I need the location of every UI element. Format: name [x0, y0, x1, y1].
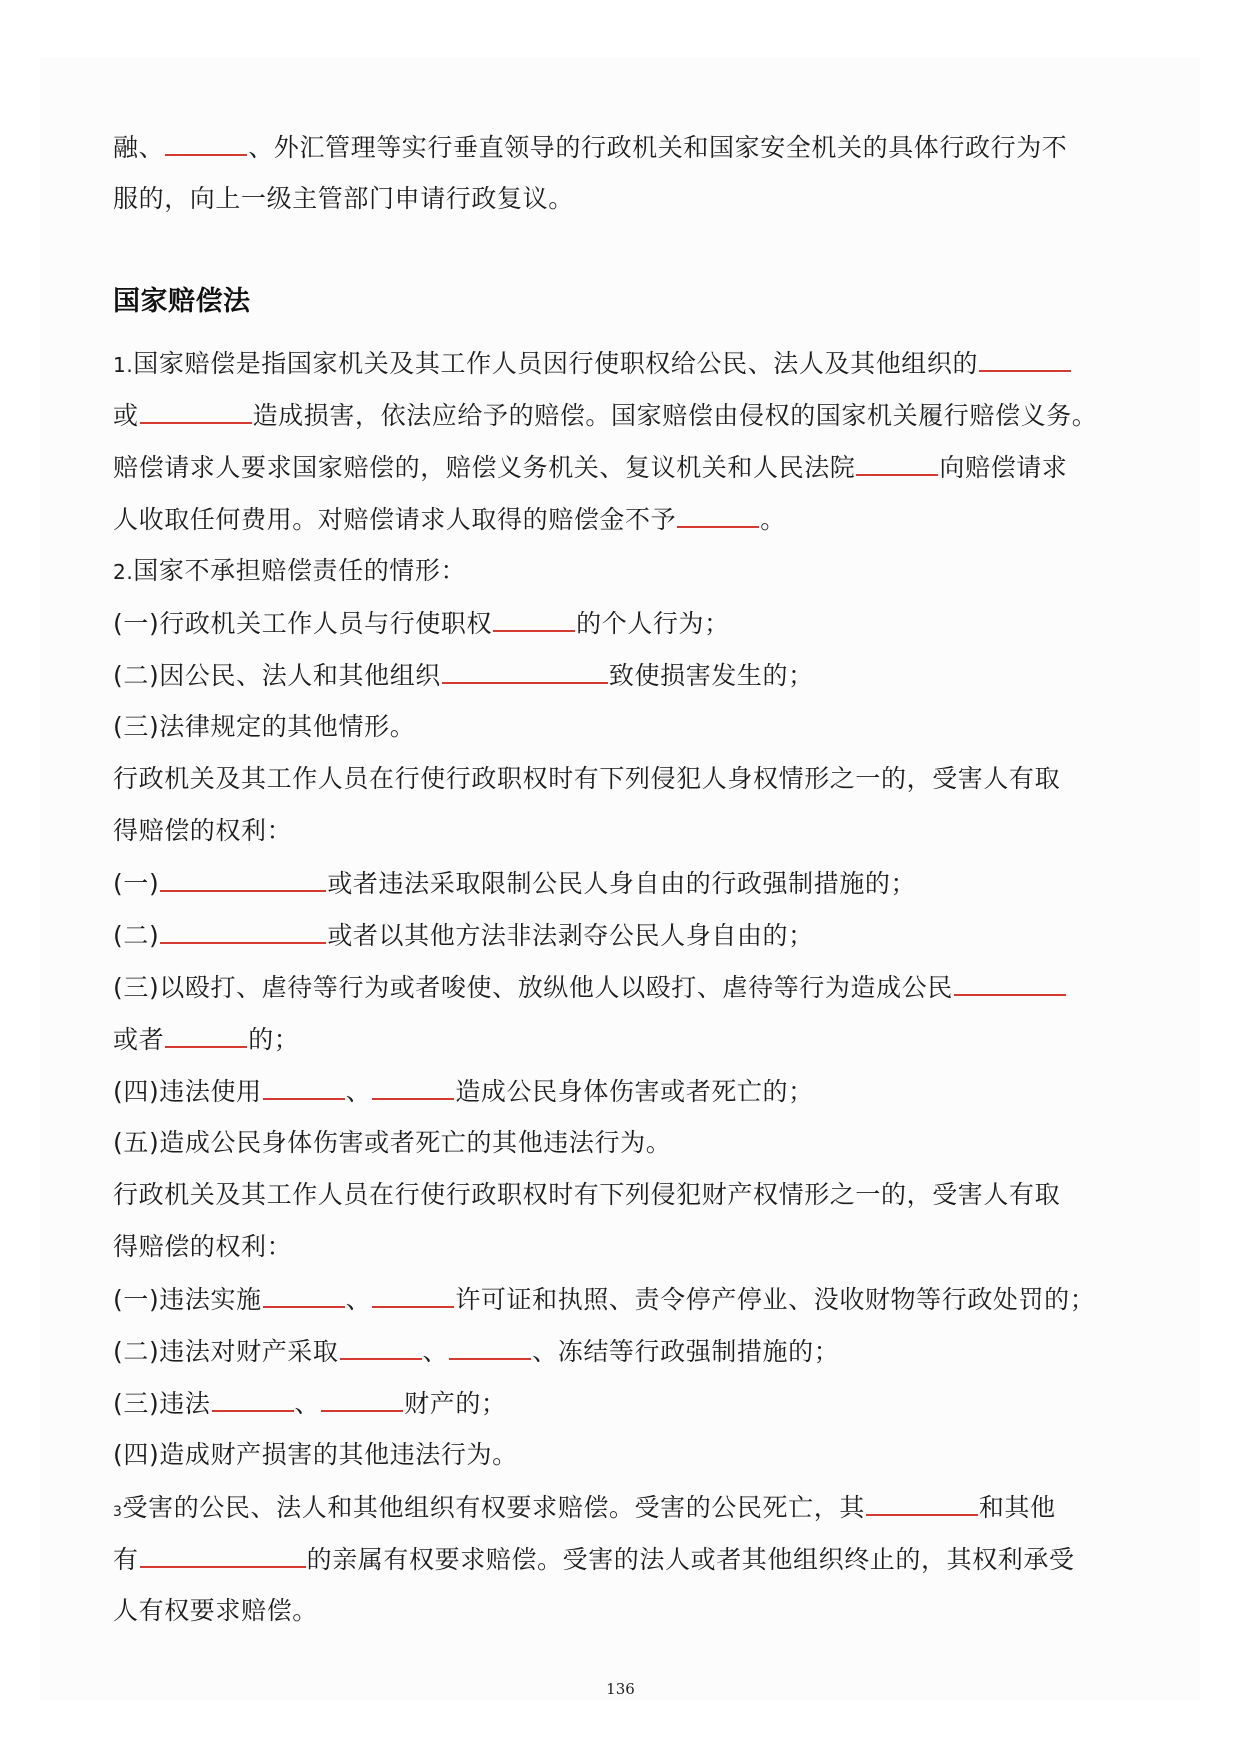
text: (一): [113, 869, 160, 898]
text: 的个人行为；: [576, 609, 730, 638]
item1-line-2: [113, 400, 1097, 430]
personal-rights-intro-2: [113, 816, 292, 846]
personal-rights-case-3-cont: [113, 1024, 299, 1054]
text: (四)违法使用: [113, 1077, 262, 1106]
item3-line-1: [113, 1492, 1056, 1522]
text: 、: [422, 1337, 449, 1366]
text: 、外汇管理等实行垂直领导的行政机关和国家安全机关的具体行政行为不: [248, 133, 1068, 162]
fill-blank[interactable]: [372, 1284, 454, 1308]
fill-blank[interactable]: [866, 1492, 978, 1516]
text: 行政机关及其工作人员在行使行政职权时有下列侵犯财产权情形之一的，受害人有取: [113, 1180, 1061, 1209]
text: 财产的；: [404, 1389, 507, 1418]
fill-blank[interactable]: [263, 1284, 345, 1308]
text: (三)以殴打、虐待等行为或者唆使、放纵他人以殴打、虐待等行为造成公民: [113, 973, 953, 1002]
text: 融、: [113, 133, 165, 162]
personal-rights-intro-1: [113, 764, 1060, 794]
personal-rights-case-1: [113, 868, 916, 898]
text: 得赔偿的权利：: [113, 816, 293, 845]
text: 国家赔偿是指国家机关及其工作人员因行使职权给公民、法人及其他组织的: [133, 349, 979, 378]
text: 、: [345, 1285, 372, 1314]
fill-blank[interactable]: [493, 608, 575, 632]
fill-blank[interactable]: [165, 1024, 247, 1048]
text: 致使损害发生的；: [608, 661, 814, 690]
paragraph-continued-line-2: [113, 184, 574, 214]
text: 或: [113, 401, 139, 430]
text: 和其他: [978, 1493, 1056, 1522]
text: 造成损害，依法应给予的赔偿。国家赔偿由侵权的国家机关履行赔偿义务。: [252, 401, 1098, 430]
text: (二)违法对财产采取: [113, 1337, 339, 1366]
text: 的；: [248, 1025, 300, 1054]
item1-line-1: [113, 348, 1072, 378]
property-rights-case-2: [113, 1336, 839, 1366]
property-rights-intro-2: [113, 1232, 292, 1262]
item2-case-2: [113, 660, 814, 690]
text: (三)违法: [113, 1389, 211, 1418]
fill-blank[interactable]: [979, 348, 1071, 372]
text: 人收取任何费用。对赔偿请求人取得的赔偿金不予: [113, 505, 677, 534]
text: 造成公民身体伤害或者死亡的；: [455, 1077, 814, 1106]
text: 、: [294, 1389, 321, 1418]
section-title: 国家赔偿法: [113, 286, 251, 317]
personal-rights-case-5: [113, 1128, 671, 1158]
text: (二): [113, 921, 160, 950]
fill-blank[interactable]: [165, 132, 247, 156]
text: (二)因公民、法人和其他组织: [113, 661, 441, 690]
fill-blank[interactable]: [321, 1388, 403, 1412]
fill-blank[interactable]: [340, 1336, 422, 1360]
text: 的亲属有权要求赔偿。受害的法人或者其他组织终止的，其权利承受: [306, 1545, 1075, 1574]
fill-blank[interactable]: [442, 660, 608, 684]
text: 赔偿请求人要求国家赔偿的，赔偿义务机关、复议机关和人民法院: [113, 453, 856, 482]
item3-line-3: [113, 1596, 318, 1626]
fill-blank[interactable]: [212, 1388, 294, 1412]
fill-blank[interactable]: [140, 1544, 306, 1568]
text: 。: [760, 505, 786, 534]
text: 向赔偿请求: [939, 453, 1068, 482]
fill-blank[interactable]: [954, 972, 1066, 996]
text: 或者以其他方法非法剥夺公民人身自由的；: [327, 921, 814, 950]
text: 、: [345, 1077, 372, 1106]
fill-blank[interactable]: [160, 868, 326, 892]
text: 服的，向上一级主管部门申请行政复议。: [113, 184, 574, 213]
text: (四)造成财产损害的其他违法行为。: [113, 1440, 518, 1469]
text: (三)法律规定的其他情形。: [113, 712, 416, 741]
text: 或者违法采取限制公民人身自由的行政强制措施的；: [327, 869, 917, 898]
text: 或者: [113, 1025, 165, 1054]
item1-line-3: [113, 452, 1067, 482]
page-number: 136: [606, 1680, 635, 1698]
personal-rights-case-3: [113, 972, 1067, 1002]
personal-rights-case-2: [113, 920, 814, 950]
fill-blank[interactable]: [372, 1076, 454, 1100]
item-number: 3: [113, 1504, 123, 1520]
text: 行政机关及其工作人员在行使行政职权时有下列侵犯人身权情形之一的，受害人有取: [113, 764, 1061, 793]
property-rights-case-4: [113, 1440, 518, 1470]
item-number: 1.: [113, 353, 134, 377]
text: 许可证和执照、责令停产停业、没收财物等行政处罚的；: [455, 1285, 1096, 1314]
text: (五)造成公民身体伤害或者死亡的其他违法行为。: [113, 1128, 672, 1157]
text: (一)违法实施: [113, 1285, 262, 1314]
text: 国家不承担赔偿责任的情形：: [133, 556, 467, 585]
fill-blank[interactable]: [263, 1076, 345, 1100]
item1-line-4: [113, 504, 786, 534]
paragraph-continued-line-1: [113, 132, 1067, 162]
item2-title: [113, 556, 466, 586]
text: (一)行政机关工作人员与行使职权: [113, 609, 493, 638]
fill-blank[interactable]: [160, 920, 326, 944]
text: 受害的公民、法人和其他组织有权要求赔偿。受害的公民死亡，其: [122, 1493, 865, 1522]
text: 、冻结等行政强制措施的；: [532, 1337, 840, 1366]
fill-blank[interactable]: [677, 504, 759, 528]
fill-blank[interactable]: [856, 452, 938, 476]
property-rights-case-3: [113, 1388, 507, 1418]
fill-blank[interactable]: [140, 400, 252, 424]
text: 有: [113, 1545, 139, 1574]
item3-line-2: [113, 1544, 1075, 1574]
item-number: 2.: [113, 560, 134, 584]
item2-case-1: [113, 608, 730, 638]
item2-case-3: [113, 712, 415, 742]
text: 得赔偿的权利：: [113, 1232, 293, 1261]
personal-rights-case-4: [113, 1076, 814, 1106]
text: 人有权要求赔偿。: [113, 1596, 318, 1625]
property-rights-intro-1: [113, 1180, 1060, 1210]
fill-blank[interactable]: [449, 1336, 531, 1360]
property-rights-case-1: [113, 1284, 1095, 1314]
